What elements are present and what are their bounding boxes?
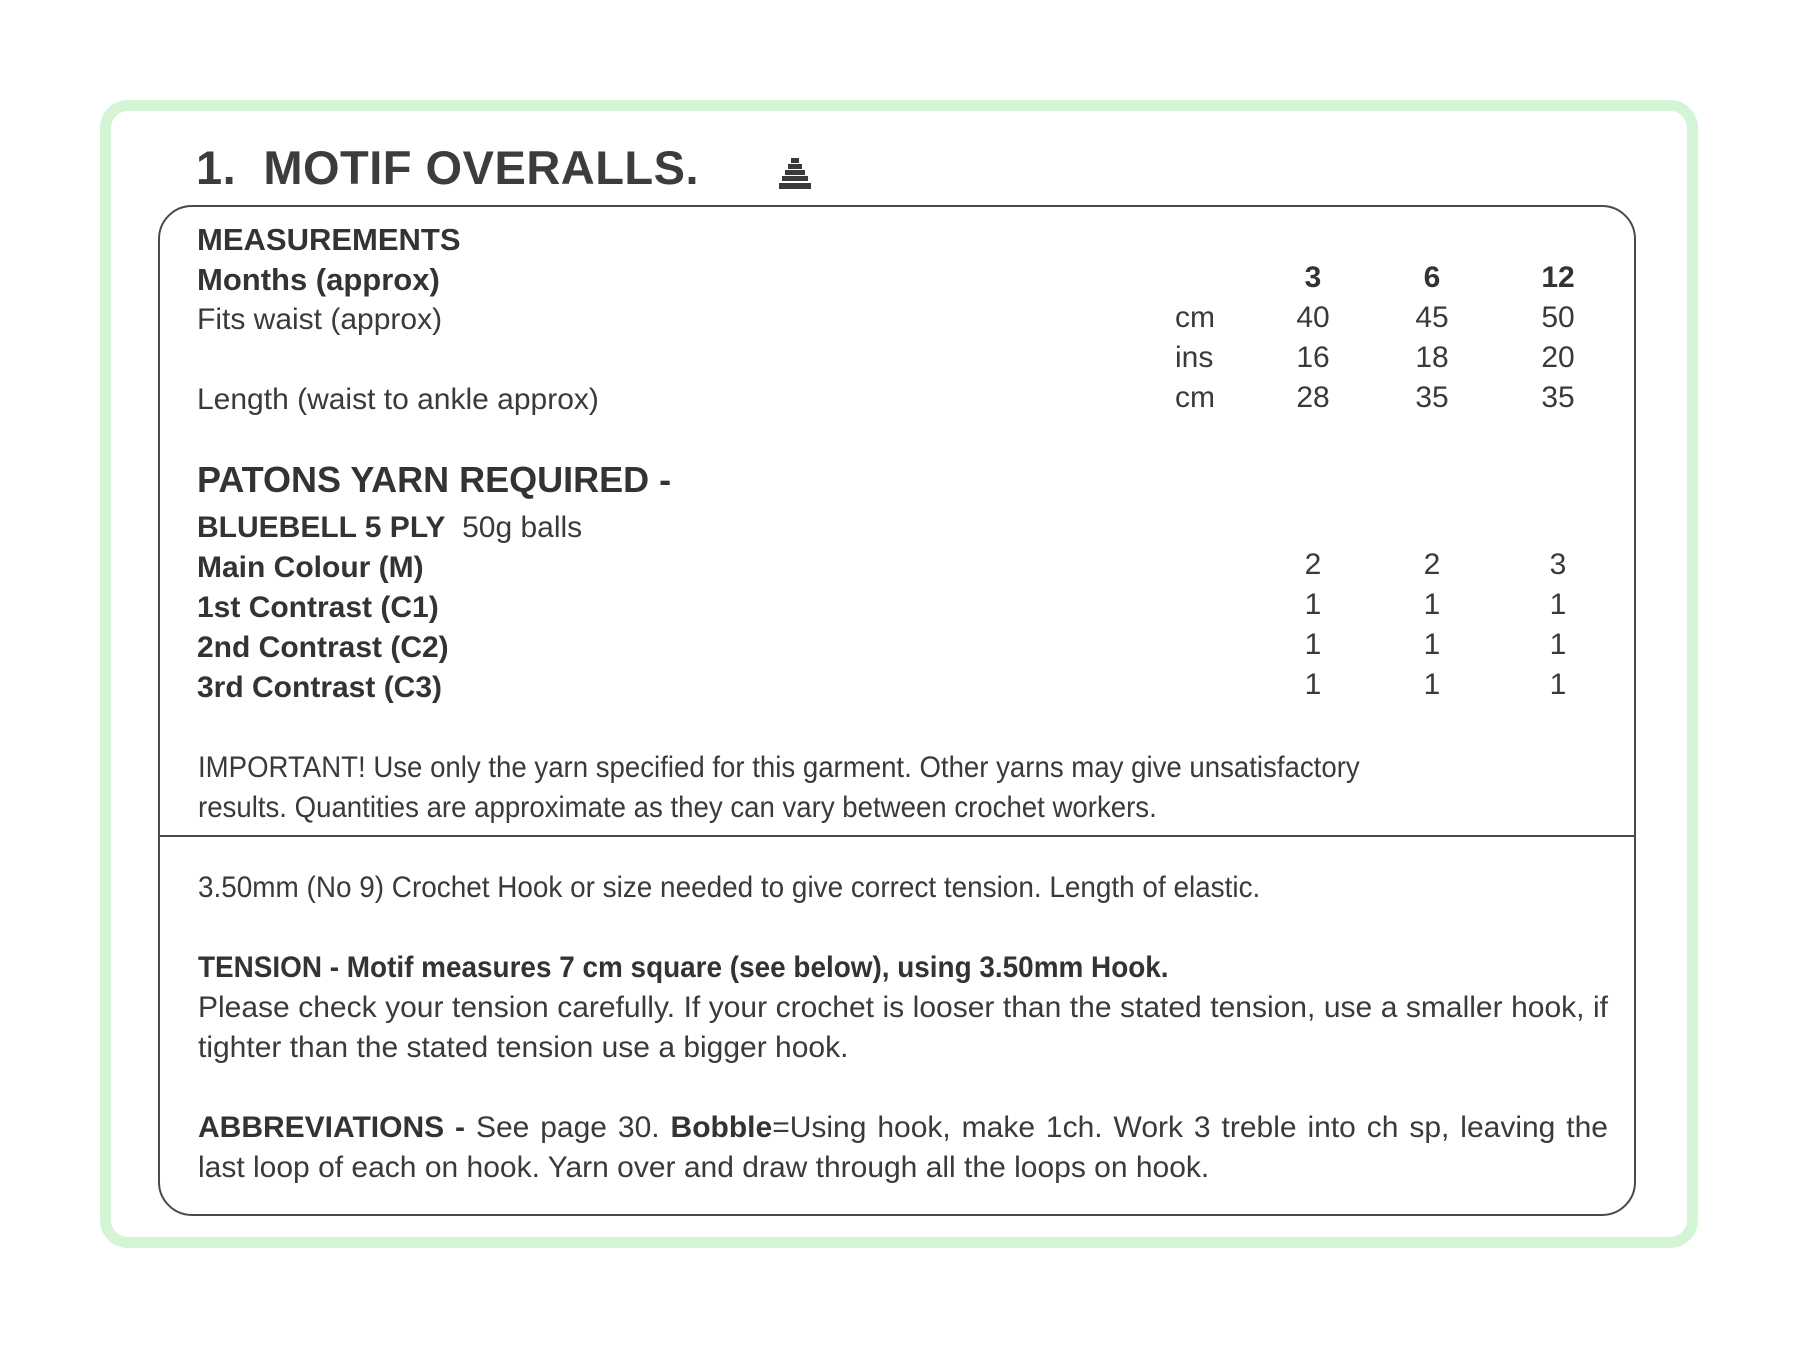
yarn-quantity: 1 bbox=[1549, 628, 1567, 661]
yarn-quantity: 1 bbox=[1549, 668, 1567, 701]
yarn-quantity: 1 bbox=[1423, 668, 1441, 701]
stacked-pyramid-icon bbox=[778, 156, 812, 192]
important-note-line-1: IMPORTANT! Use only the yarn specified for this garment. Other yarns may give unsatisfactory bbox=[198, 751, 1360, 784]
yarn-label: 2nd Contrast (C2) bbox=[197, 631, 449, 664]
size-header: 6 bbox=[1423, 261, 1441, 294]
yarn-label: 1st Contrast (C1) bbox=[197, 591, 439, 624]
yarn-heading: PATONS YARN REQUIRED - bbox=[197, 459, 672, 500]
measurement-value: 20 bbox=[1541, 341, 1575, 374]
measurement-value: 45 bbox=[1415, 301, 1449, 334]
measurement-label: Length (waist to ankle approx) bbox=[197, 383, 599, 416]
yarn-label: Main Colour (M) bbox=[197, 551, 424, 584]
measurements-heading: MEASUREMENTS bbox=[197, 222, 461, 257]
hook-materials: 3.50mm (No 9) Crochet Hook or size needed to give correct tension. Length of elastic. bbox=[198, 871, 1261, 904]
bobble-definition: =Using hook, make 1ch. Work 3 treble into ch sp, leaving the last loop of each on hook. Yarn over and draw through all the loops on hook. bbox=[198, 1111, 1608, 1184]
yarn-quantity: 1 bbox=[1304, 668, 1322, 701]
measurement-unit: ins bbox=[1175, 341, 1214, 374]
yarn-quantity: 2 bbox=[1423, 548, 1441, 581]
bobble-term: Bobble bbox=[670, 1111, 773, 1144]
yarn-quantity: 3 bbox=[1549, 548, 1567, 581]
abbreviations-see-page: See page 30. bbox=[465, 1111, 671, 1144]
important-note-line-2: results. Quantities are approximate as they can vary between crochet workers. bbox=[198, 791, 1157, 824]
yarn-quantity: 1 bbox=[1304, 588, 1322, 621]
yarn-quantity: 1 bbox=[1549, 588, 1567, 621]
sizes-label: Months (approx) bbox=[197, 262, 440, 297]
section-divider bbox=[158, 835, 1636, 837]
measurement-value: 16 bbox=[1296, 341, 1330, 374]
size-header: 12 bbox=[1541, 261, 1575, 294]
yarn-quantity: 1 bbox=[1423, 588, 1441, 621]
yarn-label: 3rd Contrast (C3) bbox=[197, 671, 443, 704]
measurement-value: 28 bbox=[1296, 381, 1330, 414]
yarn-ball-weight: 50g balls bbox=[462, 511, 583, 544]
tension-heading: TENSION - Motif measures 7 cm square (see below), using 3.50mm Hook. bbox=[198, 951, 1169, 984]
size-header: 3 bbox=[1304, 261, 1322, 294]
abbreviations-paragraph bbox=[198, 1108, 1608, 1188]
measurement-value: 35 bbox=[1415, 381, 1449, 414]
abbreviations-label: ABBREVIATIONS - bbox=[198, 1111, 466, 1144]
measurement-value: 35 bbox=[1541, 381, 1575, 414]
measurement-label: Fits waist (approx) bbox=[197, 303, 443, 336]
measurement-value: 18 bbox=[1415, 341, 1449, 374]
measurement-value: 40 bbox=[1296, 301, 1330, 334]
yarn-quantity: 2 bbox=[1304, 548, 1322, 581]
measurement-unit: cm bbox=[1175, 301, 1215, 334]
yarn-brand: BLUEBELL 5 PLY bbox=[197, 511, 446, 544]
measurement-value: 50 bbox=[1541, 301, 1575, 334]
measurement-unit: cm bbox=[1175, 381, 1215, 414]
yarn-brand-line bbox=[197, 510, 582, 546]
tension-body: Please check your tension carefully. If your crochet is looser than the stated tension, use a smaller hook, if tighter than the stated tension use a bigger hook. bbox=[198, 991, 1608, 1064]
yarn-quantity: 1 bbox=[1423, 628, 1441, 661]
pattern-title: 1. MOTIF OVERALLS. bbox=[196, 141, 700, 194]
yarn-quantity: 1 bbox=[1304, 628, 1322, 661]
